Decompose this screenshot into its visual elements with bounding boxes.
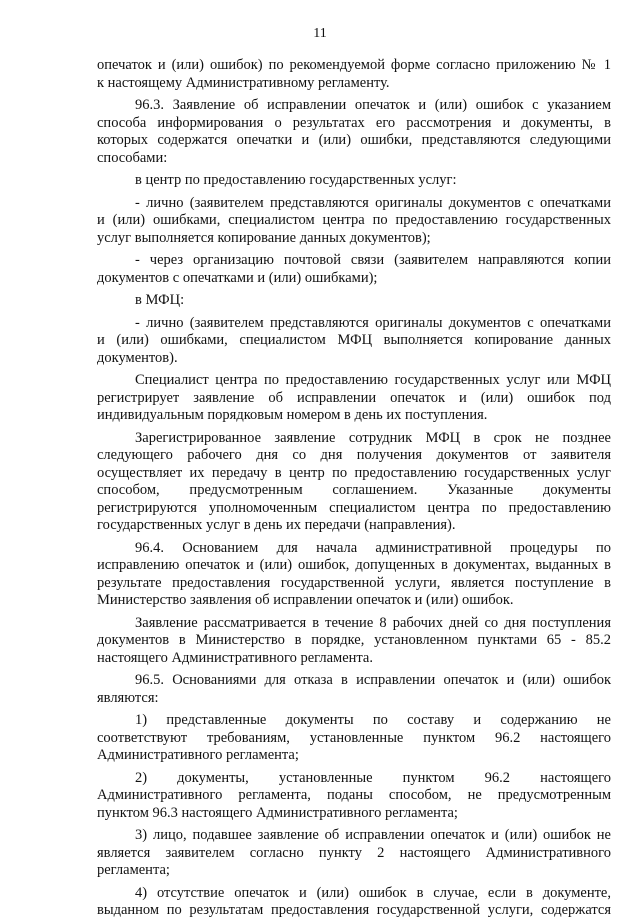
text-line: - через организацию почтовой связи (заявителем направляются копии (135, 252, 611, 268)
text-line: Заявление рассматривается в течение 8 рабочих дней со дня поступления (135, 614, 611, 631)
text-line: - лично (заявителем представляются оригиналы документов с опечатками (135, 194, 611, 211)
text-line: опечаток и (или) ошибок) по рекомендуемой форме согласно приложению № 1 (97, 57, 611, 73)
text-line: Административного регламента, поданы способом, не предусмотренным (97, 787, 611, 803)
text-line: индивидуальным порядковым номером в день их поступления. (97, 407, 488, 423)
text-line: 96.3. Заявление об исправлении опечаток и (или) ошибок с указанием (135, 97, 611, 113)
text-line: выданном по результатам предоставления государственной услуги, содержатся (97, 902, 611, 918)
page-number: 11 (313, 26, 327, 41)
text-line: и (или) ошибками, специалистом центра по предоставлению государственных (97, 212, 611, 228)
text-line: документов с опечатками и (или) ошибками); (97, 269, 378, 286)
text-line: осуществляет их передачу в центр по предоставлению государственных услуг (97, 464, 611, 481)
text-line: документов в Министерство в порядке, установленном пунктами 65 - 85.2 (97, 632, 611, 648)
text-line: является заявителем согласно пункту 2 настоящего Административного (97, 844, 611, 861)
text-line: регистрируются уполномоченным специалистом центра по предоставлению (97, 499, 611, 516)
text-line: способа информирования о результатах его рассмотрения и документы, в (97, 114, 611, 131)
text-line: регламента; (97, 862, 170, 878)
text-line: являются: (97, 689, 159, 706)
text-line: Специалист центра по предоставлению государственных услуг или МФЦ (135, 372, 611, 388)
text-line: результате предоставления государственной услуги, является поступление в (97, 574, 611, 591)
text-line: 1) представленные документы по составу и содержанию не (135, 712, 611, 728)
text-line: документов). (97, 349, 178, 366)
text-line: 96.5. Основаниями для отказа в исправлении опечаток и (или) ошибок (135, 672, 611, 688)
text-line: и (или) ошибками, специалистом МФЦ выполняется копирование данных (97, 332, 611, 348)
text-line: в МФЦ: (135, 292, 185, 308)
text-line: к настоящему Административному регламенту. (97, 74, 390, 91)
text-line: способом, предусмотренным соглашением. Указанные документы (97, 482, 611, 498)
text-line: государственных услуг в день их передачи (направления). (97, 517, 456, 533)
text-line: настоящего Административного регламента. (97, 649, 373, 666)
text-line: 4) отсутствие опечаток и (или) ошибок в случае, если в документе, (135, 884, 611, 901)
text-line: 3) лицо, подавшее заявление об исправлении опечаток и (или) ошибок не (135, 827, 611, 843)
text-line: способами: (97, 149, 168, 166)
text-line: регистрирует заявление об исправлении опечаток и (или) ошибок под (97, 389, 611, 406)
text-line: 2) документы, установленные пунктом 96.2 настоящего (135, 769, 611, 786)
text-line: услуг выполняется копирование данных документов); (97, 229, 431, 246)
text-line: соответствуют требованиям, установленные пунктом 96.2 настоящего (97, 729, 611, 746)
text-line: пунктом 96.3 настоящего Административного регламента; (97, 804, 458, 821)
text-line: Министерство заявления об исправлении опечаток и (или) ошибок. (97, 592, 514, 608)
text-line: - лично (заявителем представляются оригиналы документов с опечатками (135, 314, 611, 331)
text-line: Зарегистрированное заявление сотрудник МФЦ в срок не позднее (135, 429, 611, 446)
text-line: 96.4. Основанием для начала административной процедуры по (135, 539, 611, 556)
text-line: которых содержатся опечатки и (или) ошибки, представляются следующими (97, 132, 611, 148)
text-line: следующего рабочего дня со дня получения документов от заявителя (97, 447, 611, 463)
document-body (97, 57, 611, 920)
text-line: исправлению опечаток и (или) ошибок, допущенных в документах, выданных в (97, 557, 611, 573)
text-line: в центр по предоставлению государственных услуг: (135, 172, 457, 188)
text-line: Административного регламента; (97, 747, 299, 763)
